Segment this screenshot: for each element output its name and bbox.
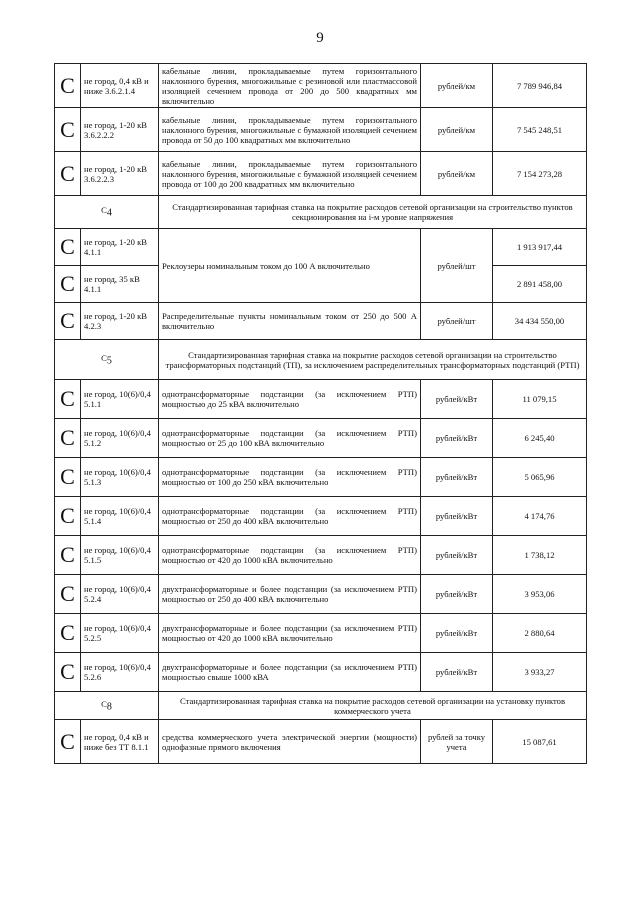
section-title: Стандартизированная тарифная ставка на покрытие расходов сетевой организации на установку пунктов коммерческого учета xyxy=(159,692,587,720)
rate-unit: рублей/км xyxy=(421,108,493,152)
rate-value: 34 434 550,00 xyxy=(493,303,587,340)
rate-code: не город, 10(6)/0,4 5.2.6 xyxy=(81,653,159,692)
rate-symbol: С xyxy=(55,536,81,575)
section-symbol: $С_8$ xyxy=(55,692,159,720)
rate-code: не город, 1-20 кВ 3.6.2.2.2 xyxy=(81,108,159,152)
rate-code: не город, 10(6)/0,4 5.1.1 xyxy=(81,380,159,419)
table-row xyxy=(55,720,587,764)
section-header-c5 xyxy=(55,340,587,380)
rate-value: 3 933,27 xyxy=(493,653,587,692)
rate-code: не город, 10(6)/0,4 5.1.4 xyxy=(81,497,159,536)
page-number: 9 xyxy=(316,30,324,46)
rate-code: не город, 10(6)/0,4 5.2.5 xyxy=(81,614,159,653)
rate-description: кабельные линии, прокладываемые путем горизонтального наклонного бурения, многожильные с бумажной изоляцией сечением провода от 50 до 100 квадратных мм включительно xyxy=(159,108,421,152)
rate-description: двухтрансформаторные и более подстанции (за исключением РТП) мощностью от 250 до 400 кВА включительно xyxy=(159,575,421,614)
rate-description: однотрансформаторные подстанции (за исключением РТП) мощностью от 25 до 100 кВА включительно xyxy=(159,419,421,458)
rate-symbol: С xyxy=(55,266,81,303)
rate-code: не город, 10(6)/0,4 5.2.4 xyxy=(81,575,159,614)
rate-symbol: С xyxy=(55,303,81,340)
table-row xyxy=(55,380,587,419)
rate-symbol: С xyxy=(55,64,81,108)
table-row xyxy=(55,64,587,108)
rate-symbol: С xyxy=(55,575,81,614)
rate-symbol: С xyxy=(55,229,81,266)
section-symbol: $С_5$ xyxy=(55,340,159,380)
section-header-c4 xyxy=(55,196,587,229)
rate-unit: рублей/кВт xyxy=(421,536,493,575)
rate-description: однотрансформаторные подстанции (за исключением РТП) мощностью от 250 до 400 кВА включительно xyxy=(159,497,421,536)
table-row xyxy=(55,575,587,614)
rate-unit: рублей/шт xyxy=(421,303,493,340)
rate-unit: рублей/кВт xyxy=(421,458,493,497)
rate-unit: рублей за точку учета xyxy=(421,720,493,764)
rate-description: двухтрансформаторные и более подстанции (за исключением РТП) мощностью свыше 1000 кВА xyxy=(159,653,421,692)
table-row xyxy=(55,229,587,266)
rate-description: однотрансформаторные подстанции (за исключением РТП) мощностью от 420 до 1000 кВА включительно xyxy=(159,536,421,575)
rate-description: однотрансформаторные подстанции (за исключением РТП) мощностью от 100 до 250 кВА включительно xyxy=(159,458,421,497)
table-row xyxy=(55,419,587,458)
table-row xyxy=(55,303,587,340)
rate-value: 7 545 248,51 xyxy=(493,108,587,152)
table-row xyxy=(55,152,587,196)
rate-value: 2 880,64 xyxy=(493,614,587,653)
rate-code: не город, 0,4 кВ и ниже без ТТ 8.1.1 xyxy=(81,720,159,764)
section-header-c8 xyxy=(55,692,587,720)
rate-code: не город, 1-20 кВ 4.1.1 xyxy=(81,229,159,266)
rate-unit: рублей/кВт xyxy=(421,614,493,653)
rate-value: 1 913 917,44 xyxy=(493,229,587,266)
rate-code: не город, 10(6)/0,4 5.1.5 xyxy=(81,536,159,575)
table-row xyxy=(55,497,587,536)
section-title: Стандартизированная тарифная ставка на покрытие расходов сетевой организации на строительство пунктов секционирования на i-м уровне напряжения xyxy=(159,196,587,229)
rate-code: не город, 1-20 кВ 4.2.3 xyxy=(81,303,159,340)
table-row xyxy=(55,458,587,497)
rate-value: 11 079,15 xyxy=(493,380,587,419)
table-row xyxy=(55,653,587,692)
rate-symbol: С xyxy=(55,720,81,764)
rate-unit: рублей/кВт xyxy=(421,380,493,419)
rate-description: двухтрансформаторные и более подстанции (за исключением РТП) мощностью от 420 до 1000 кВА включительно xyxy=(159,614,421,653)
rate-value: 3 953,06 xyxy=(493,575,587,614)
rate-description: кабельные линии, прокладываемые путем горизонтального наклонного бурения, многожильные с резиновой или пластмассовой изоляцией сечением провода от 200 до 500 квадратных мм включительно xyxy=(159,64,421,108)
rate-unit: рублей/км xyxy=(421,152,493,196)
rate-code: не город, 0,4 кВ и ниже 3.6.2.1.4 xyxy=(81,64,159,108)
rate-value: 7 789 946,84 xyxy=(493,64,587,108)
rate-code: не город, 10(6)/0,4 5.1.2 xyxy=(81,419,159,458)
rate-description: однотрансформаторные подстанции (за исключением РТП) мощностью до 25 кВА включительно xyxy=(159,380,421,419)
rate-value: 15 087,61 xyxy=(493,720,587,764)
rate-symbol: С xyxy=(55,614,81,653)
rate-value: 5 065,96 xyxy=(493,458,587,497)
rate-description: кабельные линии, прокладываемые путем горизонтального наклонного бурения, многожильные с бумажной изоляцией сечением провода от 100 до 200 квадратных мм включительно xyxy=(159,152,421,196)
rate-unit: рублей/км xyxy=(421,64,493,108)
rate-symbol: С xyxy=(55,152,81,196)
section-symbol: $С_4$ xyxy=(55,196,159,229)
rate-unit: рублей/кВт xyxy=(421,419,493,458)
rate-value: 4 174,76 xyxy=(493,497,587,536)
rate-value: 2 891 458,00 xyxy=(493,266,587,303)
rate-description: Распределительные пункты номинальным током от 250 до 500 А включительно xyxy=(159,303,421,340)
rate-symbol: С xyxy=(55,497,81,536)
rate-symbol: С xyxy=(55,458,81,497)
rate-code: не город, 10(6)/0,4 5.1.3 xyxy=(81,458,159,497)
rate-description: средства коммерческого учета электрической энергии (мощности) однофазные прямого включения xyxy=(159,720,421,764)
rate-description: Реклоузеры номинальным током до 100 А включительно xyxy=(159,229,421,303)
rate-symbol: С xyxy=(55,380,81,419)
rate-unit: рублей/кВт xyxy=(421,575,493,614)
rate-code: не город, 1-20 кВ 3.6.2.2.3 xyxy=(81,152,159,196)
tariff-table xyxy=(54,63,587,764)
rate-value: 7 154 273,28 xyxy=(493,152,587,196)
section-title: Стандартизированная тарифная ставка на покрытие расходов сетевой организации на строительство трансформаторных подстанций (ТП), за исключением распределительных трансформаторных подстанций (РТП) xyxy=(159,340,587,380)
rate-value: 1 738,12 xyxy=(493,536,587,575)
rate-symbol: С xyxy=(55,419,81,458)
table-row xyxy=(55,108,587,152)
rate-unit: рублей/шт xyxy=(421,229,493,303)
rate-unit: рублей/кВт xyxy=(421,653,493,692)
table-row xyxy=(55,614,587,653)
rate-symbol: С xyxy=(55,653,81,692)
rate-unit: рублей/кВт xyxy=(421,497,493,536)
rate-code: не город, 35 кВ 4.1.1 xyxy=(81,266,159,303)
rate-value: 6 245,40 xyxy=(493,419,587,458)
rate-symbol: С xyxy=(55,108,81,152)
table-row xyxy=(55,536,587,575)
